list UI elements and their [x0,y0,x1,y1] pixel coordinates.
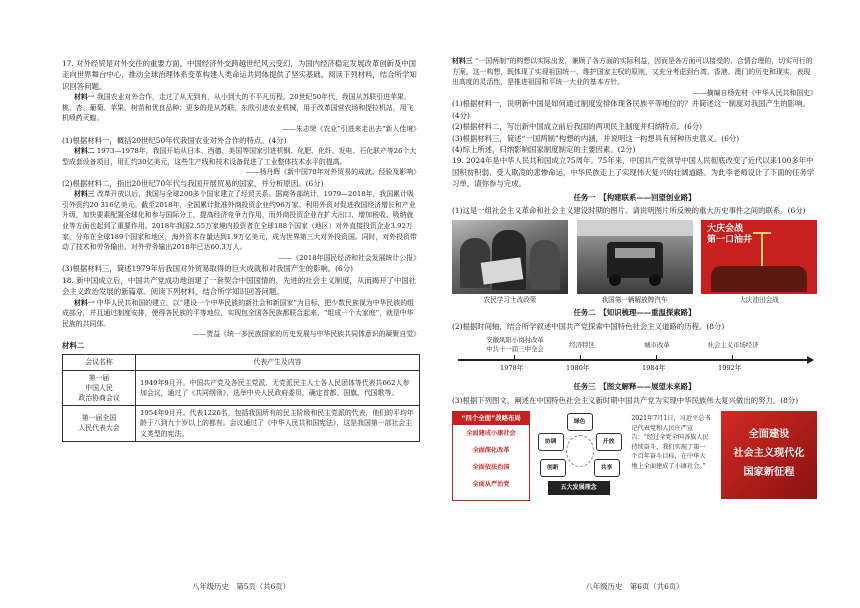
q18-sub1: (1)根据材料一，说明新中国是如何通过制度安排体现各民族平等地位的？并简述这一制度对我国产生的影响。(4分) [452,99,810,120]
material-text: 中华人民共和国的建立，以“建设一个中华民族的新社会和新国家”为目标，把少数民族视为中华民族的组成部分，并且通过制度安排，使得各民族的平等地位，实现包全国各民族都联合起来，“组成一个大家庭”，就是中华民族的共同体。 [62,298,414,328]
timeline-tick [732,355,733,360]
timeline-arrow-icon [807,356,814,364]
page-footer: 八年级历史 第6页（共6页） [585,581,684,591]
material-source: ——《2018年国民经济和社会发展统计公报》 [278,253,420,262]
table-row [63,406,420,442]
poster-item: 全面从严治党 [472,481,510,489]
q17-stem: 17. 对外经贸是对外交往的重要方面。中国经济外交跨越世纪风云变幻，为国内经济稳定发展改革创新及中国走向世界舞台中心，推动全球治理体系变革构建人类命运共同体提供了坚实基础。阅读下列材料，结合所学知识回答问题。 [62,59,417,91]
material-label: 材料一 [74,93,95,102]
photo-block [577,220,693,305]
q18-sub3: (3)根据材料三，简述“一国两制”构想的内涵，并说明这一构想具有何种历史意义。(6分) [452,133,740,143]
policy-posters [452,411,817,501]
material-label: 材料二 [62,340,85,350]
poster-text: 大庆会战 第一口油井 [707,224,753,246]
q19-sub1: (1)这是一组社会主义革命和社会主义建设时期的图片。请说明图片所反映的重大历史事件之间的联系。(6分) [452,206,806,216]
four-comprehensives-poster [452,411,530,501]
q17-sub1: (1)根据材料一，概括20世纪50年代我国农业对外合作的特点。(4分) [62,135,287,145]
timeline-tick [514,355,515,360]
material-text: 我国农业对外合作，走过了从无到有，从小到大的不平凡历程。20世纪50年代，我国从苏联引进苹果、桃、杏、葡萄、苹果、树苗和优良品种；更多的是从苏联、东欧引进农业机械，用于改革国营农场和提拉机站，用飞机喷药灭蝗。 [62,93,414,123]
left-page [62,0,420,608]
q17-sub3: (3)根据材料三，简述1979年后我国对外贸易取得的巨大成就和对我国产生的影响。(6分) [62,264,354,274]
q19-stem: 19. 2024年是中华人民共和国成立75周年。75年来，中国共产党领导中国人民彻底改变了近代以来100多年中国积贫积弱、受人欺凌的悲惨命运，中华民族走上了实现伟大复兴的壮阔道路。为此李老师设计了下面的任务学习单，请你参与完成。 [452,156,815,189]
material-label: 材料三 [74,190,95,199]
concept-hexagon: 创新 [540,459,566,477]
daqing-oilfield-poster [701,220,817,294]
q18-sub4: (4)综上所述，归纳影响国家制度制定的主要因素。(2分) [452,145,636,154]
timeline-tick [656,355,657,360]
new-journey-poster [721,411,817,499]
timeline-tick [580,355,581,360]
q17-material2 [62,146,420,167]
photo-caption: 大庆油田会战 [739,296,779,305]
table-cell: 第一届 中国人民 政治协商会议 [63,370,136,406]
poster-title: 五大发展理念 [548,481,610,495]
timeline-event: 城市改革 [644,341,670,350]
table-cell: 1949年9月开。中国共产党及各民主党派、无党派民主人士各人民团体等代表共662人参加会议，通过了《共同纲领》，选举中央人民政府委员，确定首都、国旗、代国歌等。 [136,370,420,406]
q17-material1 [62,92,420,124]
five-concepts-diagram [536,411,622,499]
timeline-year: 1984年 [642,364,666,373]
concept-hexagon: 开放 [596,433,622,451]
table-header: 代表产生及内容 [136,355,420,370]
photo-caption: 农民学习土改政策 [483,296,537,305]
photo-block [701,220,817,305]
moderate-prosperity-quote [627,411,715,499]
timeline-year: 1980年 [566,364,590,373]
right-page [452,0,817,608]
concept-hexagon: 绿色 [567,413,593,431]
timeline-event: 经济特区 [569,341,595,350]
timeline-event: 社会主义市场经济 [707,341,759,350]
table-cell: 1954年9月开。代表1226名，包括我国所有的民主阶级和民主党派的代表，他们的平均年龄于八到九十岁以上的都有。会议通过了《中华人民共和国宪法》，这是我国第一部社会主义类型的宪法。 [136,406,420,442]
timeline-event: 安徽凤阳小岗村改革 中共十一届三中全会 [486,336,544,353]
q18-material3 [452,56,817,88]
material-label: 材料三 [452,57,473,65]
photo-caption: 我国第一辆解放牌汽车 [601,296,668,305]
poster-item: 全面深化改革 [472,447,510,455]
material-source: ——贾益《统一多民族国家的历史发展与中华民族共同体意识的凝聚自觉》 [192,330,420,339]
material-text: “一国两制”的构想以实际出发，兼顾了各方面的实际利益，因而是各方面可以接受的、合情合理的，切实可行的方案。这一构想，既体现了实现祖国统一、维护国家主权的原则，又充分考虑到台湾、香港、澳门的历史和现实，表现出高度的灵活性，是推进祖国和平统一大业的基本方针。 [452,57,813,87]
history-photos [452,220,817,305]
q19-sub3: (3)根据下列图文，阐述在中国特色社会主义新时期中国共产党为实现中华民族伟大复兴做出的努力。(8分) [452,395,799,405]
concept-hexagon: 协调 [538,433,564,451]
table-header: 会议名称 [63,355,136,370]
material-text: 改革开放以后，我国与全球200多个国家建立了经贸关系。据商务部统计，1979—2018年，我国累计吸引外资约20 316亿美元。截至2018年，全国累计批准外商投资企业约96万家。利用外资对促进我国经济增长和产业升级，加快要素配置全球化和参与国际分工，提高经济竞争力作用，而外商投资企业在扩大出口、增加税收、吸纳就业等方面也起到了重要作用。2018年我国2.55万家境内投资者在全球188个国家（地区）对外直接投资企业3.92万家，分布在全球189个国家和地区，海外资本存量达到1.9万亿美元，成为世界第三大对外投资国。同时，对外投资带动了技术和劳务输出，对外劳务输出2018年已达60.3万人。 [62,190,417,252]
poster-item: 全面依法治国 [472,464,510,472]
q18-material1 [62,298,420,330]
poster-item: 全面建成小康社会 [466,430,516,438]
timeline-year: 1992年 [718,364,742,373]
quote-text: 2021年7月1日，习近平总书记代表党和人民庄严宣告：“经过全党全国各族人民持续奋斗，我们实现了第一个百年奋斗目标，在中华大地上全面建成了小康社会。” [631,415,711,471]
material-source: ——朱志荣《农业“引进来走出去”新入佳境》 [282,125,420,133]
q17-sub2: (2)根据材料二，指出20世纪70年代与我国开展贸易的国家，并分析原因。(6分) [62,178,324,188]
q18-sub2: (2)根据材料二，写出新中国成立前后我国的两项民主制度并归纳特点。(6分) [452,122,703,132]
material-label: 材料二 [74,147,95,155]
q19-sub2: (2)根据时间轴，结合所学叙述中国共产党探索中国特色社会主义道路的历程。(8分) [452,321,725,331]
q17-material3 [62,189,420,253]
jiefang-truck-photo [577,220,693,294]
timeline [452,335,817,379]
task2-heading: 任务二 【知识梳理——重温探索路】 [573,308,696,318]
table-header-row [63,355,420,370]
material-text: 1973—1978年，我国开始从日本、西德、美国等国家引进机钢、化肥、化纤、发电、石化联产等26个大型成套设备项目，用汇约30亿美元，这些生产线和技术设备促进了工业整体技术水平的提高。 [62,147,417,166]
table-row [63,370,420,406]
material-label: 材料一 [74,298,95,307]
table-cell: 第一届全国 人民代表大会 [63,406,136,442]
material-source: ——摘编自杨先材《中华人民共和国史》 [692,88,817,97]
timeline-axis [458,359,809,360]
photo-block [452,220,568,305]
congress-table [62,354,420,441]
concept-hexagon: 共享 [594,459,620,477]
task3-heading: 任务三 【图文解释——展望未来路】 [573,382,696,392]
poster-title: “四个全面”战略布局 [453,412,529,425]
poster-text: 全面建设 社会主义现代化 国家新征程 [733,429,805,479]
land-reform-photo [452,220,568,294]
q18-stem: 18. 新中国成立后，中国共产党成功地创建了一套契合中国国情的、先进的社会主义制度，从而揭开了中国社会主义政治发展的新篇章。阅读下列材料，结合所学知识回答问题。 [62,275,417,297]
material-source: ——杨丹辉《新中国70年对外贸易的成就、经验及影响》 [245,168,420,177]
timeline-year: 1978年 [500,364,524,373]
page-footer: 八年级历史 第5页（共6页） [191,581,291,591]
task1-heading: 任务一 【构建联系——回望创业路】 [573,192,696,202]
